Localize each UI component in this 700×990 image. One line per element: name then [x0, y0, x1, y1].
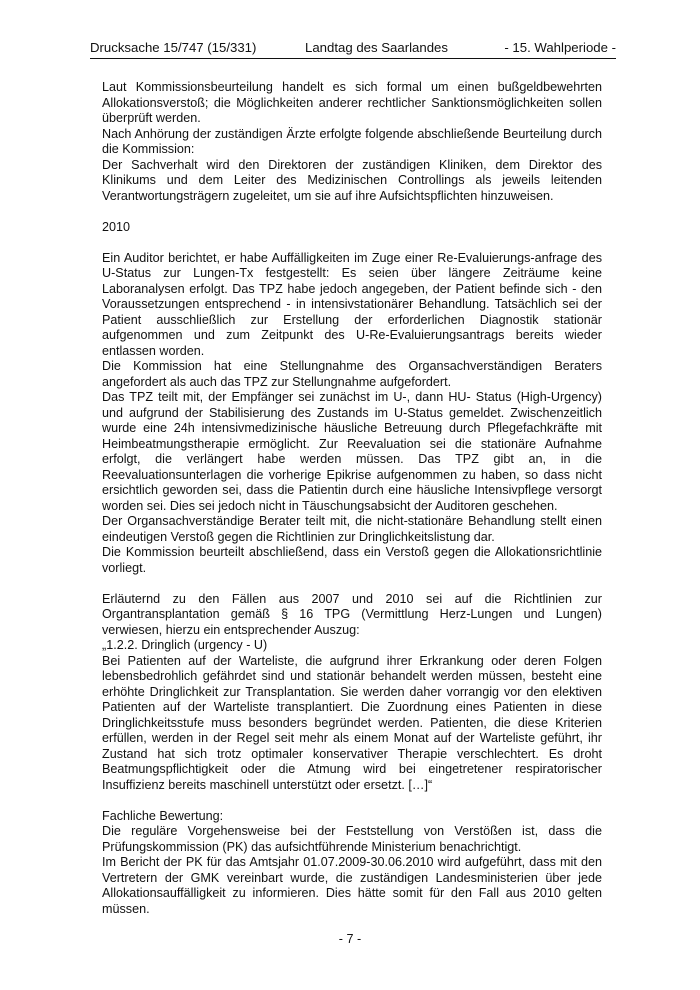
spacer	[102, 576, 602, 592]
paragraph: Nach Anhörung der zuständigen Ärzte erfolgte folgende abschließende Beurteilung durch die Kommission:	[102, 126, 602, 156]
paragraph: Die Kommission beurteilt abschließend, dass ein Verstoß gegen die Allokationsrichtlinie vorliegt.	[102, 545, 602, 575]
year-heading: 2010	[102, 219, 131, 234]
paragraph: Erläuternd zu den Fällen aus 2007 und 2010 sei auf die Richtlinien zur Organtransplantation gemäß § 16 TPG (Vermittlung Herz-Lungen und Lungen) verwiesen, hierzu ein entsprechender Auszug:	[102, 591, 602, 637]
paragraph: Ein Auditor berichtet, er habe Auffälligkeiten im Zuge einer Re-Evaluierungs-anfrage des U-Status zur Lungen-Tx festgestellt: Es seien über längere Zeiträume keine Laboranalysen erfolgt. Das TPZ habe jedoch angegeben, der Patient befinde sich - den Voraussetzungen entsprechend - in intensivstationärer Behandlung. Tatsächlich sei der Patient ausschließlich zur Erstellung der erforderlichen Diagnostik stationär aufgenommen und zum Zeitpunkt des U-Re-Evaluierungsantrags bereits wieder entlassen worden.	[102, 250, 602, 358]
document-body	[102, 80, 602, 917]
header-parliament: Landtag des Saarlandes	[305, 40, 448, 55]
spacer	[102, 235, 602, 251]
spacer	[102, 204, 602, 220]
paragraph: Der Organsachverständige Berater teilt mit, die nicht-stationäre Behandlung stellt einen eindeutigen Verstoß gegen die Richtlinien zur Dringlichkeitslistung dar.	[102, 514, 602, 544]
section-heading: Fachliche Bewertung:	[102, 808, 224, 823]
quote-paragraph: Bei Patienten auf der Warteliste, die aufgrund ihrer Erkrankung oder deren Folgen lebensbedrohlich gefährdet sind und stationär behandelt werden müssen, besteht eine erhöhte Dringlichkeit zur Transplantation. Sie werden daher vorrangig vor den elektiven Patienten auf der Warteliste transplantiert. Die Zuordnung eines Patienten in diese Dringlichkeitsstufe muss besonders begründet werden. Patienten, die diese Kriterien erfüllen, werden in der Regel seit mehr als einem Monat auf der Warteliste geführt, ihr Zustand hat sich trotz optimaler konservativer Therapie verschlechtert. Es droht Beatmungspflichtigkeit oder die Atmung wird bei eingetretener respiratorischer Insuffizienz bereits maschinell unterstützt oder ersetzt. […]“	[102, 653, 602, 792]
paragraph: Laut Kommissionsbeurteilung handelt es sich formal um einen bußgeldbewehrten Allokationsverstoß; die Möglichkeiten anderer rechtlicher Sanktionsmöglichkeiten sollen überprüft werden.	[102, 80, 602, 125]
page-header	[90, 40, 616, 59]
paragraph: Der Sachverhalt wird den Direktoren der zuständigen Kliniken, dem Direktor des Klinikums und dem Leiter des Medizinischen Controllings als jeweils leitenden Verantwortungsträgern zugeleitet, um sie auf ihre Aufsichtspflichten hinzuweisen.	[102, 157, 602, 203]
paragraph: Im Bericht der PK für das Amtsjahr 01.07.2009-30.06.2010 wird aufgeführt, dass mit den Vertretern der GMK vereinbart wurde, die zuständigen Landesministerien über jede Allokationsauffälligkeit zu informieren. Dies hätte somit für den Fall aus 2010 gelten müssen.	[102, 855, 602, 916]
header-period: - 15. Wahlperiode -	[504, 40, 616, 55]
header-document-number: Drucksache 15/747 (15/331)	[90, 40, 257, 55]
paragraph: Die reguläre Vorgehensweise bei der Feststellung von Verstößen ist, dass die Prüfungskommission (PK) das aufsichtführende Ministerium benachrichtigt.	[102, 824, 602, 854]
paragraph: Die Kommission hat eine Stellungnahme des Organsachverständigen Beraters angefordert als auch das TPZ zur Stellungnahme aufgefordert.	[102, 359, 602, 389]
quote-heading: „1.2.2. Dringlich (urgency - U)	[102, 638, 268, 652]
paragraph: Das TPZ teilt mit, der Empfänger sei zunächst im U-, dann HU- Status (High-Urgency) und aufgrund der Stabilisierung des Zustands im U-Status gemeldet. Zwischenzeitlich wurde eine 24h intensivmedizinische häusliche Betreuung durch Pflegefachkräfte mit Heimbeatmungstherapie ermöglicht. Zur Reevaluation sei die stationäre Aufnahme erfolgt, die verlängert habe werden müssen. Das TPZ gibt an, in die Reevaluationsunterlagen die vorherige Epikrise aufgenommen zu haben, so dass nicht ersichtlich geworden sei, dass die Patientin durch eine häusliche Intensivpflege versorgt worden sei. Dies sei jedoch nicht in Täuschungsabsicht der Auditoren geschehen.	[102, 390, 602, 513]
page-number: - 7 -	[338, 932, 362, 946]
spacer	[102, 793, 602, 809]
